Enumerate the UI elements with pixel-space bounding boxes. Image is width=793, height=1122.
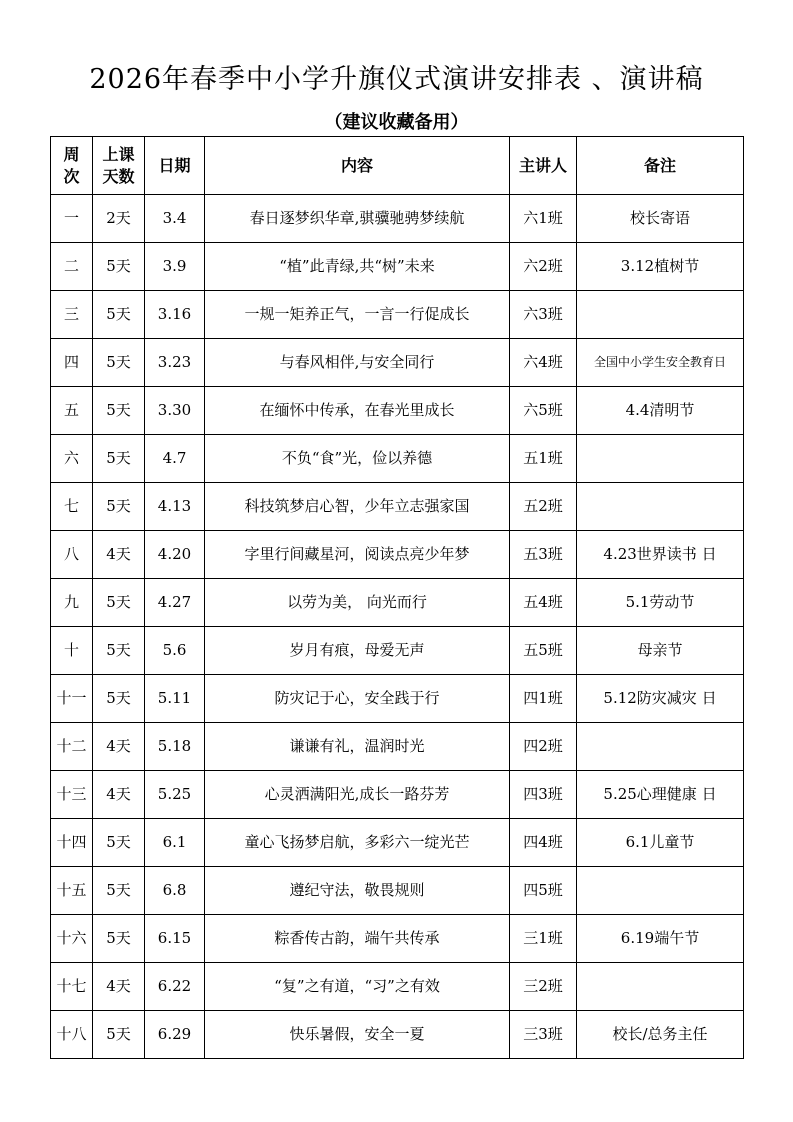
- cell-date: 6.8: [145, 867, 205, 915]
- cell-speaker: 四3班: [510, 771, 577, 819]
- table-row: [51, 483, 744, 531]
- cell-content: 谦谦有礼，温润时光: [205, 723, 510, 771]
- cell-content: 以劳为美， 向光而行: [205, 579, 510, 627]
- table-row: [51, 963, 744, 1011]
- cell-note: [577, 723, 744, 771]
- cell-date: 3.9: [145, 243, 205, 291]
- cell-note: 6.1儿童节: [577, 819, 744, 867]
- cell-week: 九: [51, 579, 93, 627]
- cell-note: 4.4清明节: [577, 387, 744, 435]
- cell-days: 5天: [93, 243, 145, 291]
- cell-speaker: 四4班: [510, 819, 577, 867]
- page-title: 2026年春季中小学升旗仪式演讲安排表 、演讲稿: [89, 64, 704, 95]
- header-week: [51, 137, 93, 195]
- cell-content: 遵纪守法，敬畏规则: [205, 867, 510, 915]
- cell-content: “复”之有道，“习”之有效: [205, 963, 510, 1011]
- cell-content: 防灾记于心，安全践于行: [205, 675, 510, 723]
- cell-speaker: 五5班: [510, 627, 577, 675]
- cell-speaker: 五3班: [510, 531, 577, 579]
- cell-date: 4.27: [145, 579, 205, 627]
- cell-note: [577, 483, 744, 531]
- cell-days: 5天: [93, 819, 145, 867]
- header-week-line2: 次: [63, 166, 80, 186]
- cell-date: 3.4: [145, 195, 205, 243]
- table-row: [51, 627, 744, 675]
- cell-week: 十五: [51, 867, 93, 915]
- cell-speaker: 六3班: [510, 291, 577, 339]
- cell-speaker: 三3班: [510, 1011, 577, 1059]
- table-row: [51, 675, 744, 723]
- cell-date: 6.29: [145, 1011, 205, 1059]
- cell-speaker: 五2班: [510, 483, 577, 531]
- cell-date: 3.16: [145, 291, 205, 339]
- cell-days: 5天: [93, 483, 145, 531]
- cell-content: 岁月有痕，母爱无声: [205, 627, 510, 675]
- cell-note: 全国中小学生安全教育日: [577, 339, 744, 387]
- cell-speaker: 四1班: [510, 675, 577, 723]
- cell-speaker: 三1班: [510, 915, 577, 963]
- cell-week: 二: [51, 243, 93, 291]
- cell-days: 4天: [93, 531, 145, 579]
- table-row: [51, 435, 744, 483]
- cell-content: 快乐暑假，安全一夏: [205, 1011, 510, 1059]
- cell-speaker: 六1班: [510, 195, 577, 243]
- cell-content: 在缅怀中传承，在春光里成长: [205, 387, 510, 435]
- cell-speaker: 五1班: [510, 435, 577, 483]
- cell-days: 4天: [93, 771, 145, 819]
- cell-week: 五: [51, 387, 93, 435]
- cell-date: 3.30: [145, 387, 205, 435]
- cell-days: 5天: [93, 387, 145, 435]
- cell-days: 5天: [93, 291, 145, 339]
- cell-speaker: 五4班: [510, 579, 577, 627]
- table-row: [51, 819, 744, 867]
- cell-days: 5天: [93, 627, 145, 675]
- cell-note: 5.1劳动节: [577, 579, 744, 627]
- cell-speaker: 六4班: [510, 339, 577, 387]
- cell-days: 5天: [93, 339, 145, 387]
- cell-days: 5天: [93, 579, 145, 627]
- table-header-row: [51, 137, 744, 195]
- cell-note: 6.19端午节: [577, 915, 744, 963]
- cell-week: 十七: [51, 963, 93, 1011]
- cell-week: 十六: [51, 915, 93, 963]
- header-content: 内容: [205, 137, 510, 195]
- cell-week: 十四: [51, 819, 93, 867]
- cell-days: 5天: [93, 435, 145, 483]
- cell-content: “植”此青绿,共“树”未来: [205, 243, 510, 291]
- table-row: [51, 867, 744, 915]
- cell-note: [577, 291, 744, 339]
- table-row: [51, 771, 744, 819]
- cell-speaker: 三2班: [510, 963, 577, 1011]
- cell-content: 粽香传古韵，端午共传承: [205, 915, 510, 963]
- table-row: [51, 291, 744, 339]
- table-row: [51, 723, 744, 771]
- cell-date: 3.23: [145, 339, 205, 387]
- header-speaker: 主讲人: [510, 137, 577, 195]
- cell-date: 4.7: [145, 435, 205, 483]
- cell-week: 十一: [51, 675, 93, 723]
- cell-date: 5.11: [145, 675, 205, 723]
- cell-date: 5.6: [145, 627, 205, 675]
- table-row: [51, 195, 744, 243]
- cell-week: 十三: [51, 771, 93, 819]
- header-days-line1: 上课: [102, 144, 135, 164]
- cell-days: 4天: [93, 963, 145, 1011]
- cell-days: 2天: [93, 195, 145, 243]
- cell-speaker: 六2班: [510, 243, 577, 291]
- cell-note: [577, 867, 744, 915]
- cell-content: 春日逐梦织华章,骐骥驰骋梦续航: [205, 195, 510, 243]
- cell-speaker: 六5班: [510, 387, 577, 435]
- cell-note: 母亲节: [577, 627, 744, 675]
- cell-note: 5.25心理健康 日: [577, 771, 744, 819]
- cell-note: [577, 435, 744, 483]
- cell-week: 十八: [51, 1011, 93, 1059]
- cell-week: 一: [51, 195, 93, 243]
- table-row: [51, 339, 744, 387]
- cell-date: 5.25: [145, 771, 205, 819]
- schedule-table: [50, 136, 744, 1059]
- cell-speaker: 四5班: [510, 867, 577, 915]
- cell-note: 5.12防灾减灾 日: [577, 675, 744, 723]
- cell-content: 心灵洒满阳光,成长一路芬芳: [205, 771, 510, 819]
- cell-content: 不负“食”光，俭以养德: [205, 435, 510, 483]
- cell-date: 6.1: [145, 819, 205, 867]
- cell-week: 十: [51, 627, 93, 675]
- table-row: [51, 1011, 744, 1059]
- header-week-line1: 周: [63, 144, 80, 164]
- header-days: [93, 137, 145, 195]
- header-days-line2: 天数: [102, 166, 135, 186]
- cell-note: 校长寄语: [577, 195, 744, 243]
- cell-week: 八: [51, 531, 93, 579]
- cell-days: 5天: [93, 1011, 145, 1059]
- table-row: [51, 243, 744, 291]
- header-note: 备注: [577, 137, 744, 195]
- cell-week: 三: [51, 291, 93, 339]
- cell-days: 5天: [93, 867, 145, 915]
- cell-days: 4天: [93, 723, 145, 771]
- cell-content: 与春风相伴,与安全同行: [205, 339, 510, 387]
- cell-content: 一规一矩养正气，一言一行促成长: [205, 291, 510, 339]
- page-subtitle: （建议收藏备用）: [324, 112, 469, 133]
- table-row: [51, 579, 744, 627]
- cell-note: [577, 963, 744, 1011]
- cell-week: 十二: [51, 723, 93, 771]
- cell-week: 四: [51, 339, 93, 387]
- cell-week: 六: [51, 435, 93, 483]
- cell-date: 6.15: [145, 915, 205, 963]
- table-row: [51, 915, 744, 963]
- cell-days: 5天: [93, 675, 145, 723]
- cell-date: 5.18: [145, 723, 205, 771]
- cell-content: 童心飞扬梦启航，多彩六一绽光芒: [205, 819, 510, 867]
- cell-date: 4.20: [145, 531, 205, 579]
- header-date: 日期: [145, 137, 205, 195]
- cell-date: 4.13: [145, 483, 205, 531]
- table-row: [51, 531, 744, 579]
- cell-date: 6.22: [145, 963, 205, 1011]
- cell-content: 字里行间藏星河，阅读点亮少年梦: [205, 531, 510, 579]
- table-row: [51, 387, 744, 435]
- cell-note: 3.12植树节: [577, 243, 744, 291]
- cell-days: 5天: [93, 915, 145, 963]
- cell-speaker: 四2班: [510, 723, 577, 771]
- cell-note: 4.23世界读书 日: [577, 531, 744, 579]
- cell-content: 科技筑梦启心智，少年立志强家国: [205, 483, 510, 531]
- cell-note: 校长/总务主任: [577, 1011, 744, 1059]
- cell-week: 七: [51, 483, 93, 531]
